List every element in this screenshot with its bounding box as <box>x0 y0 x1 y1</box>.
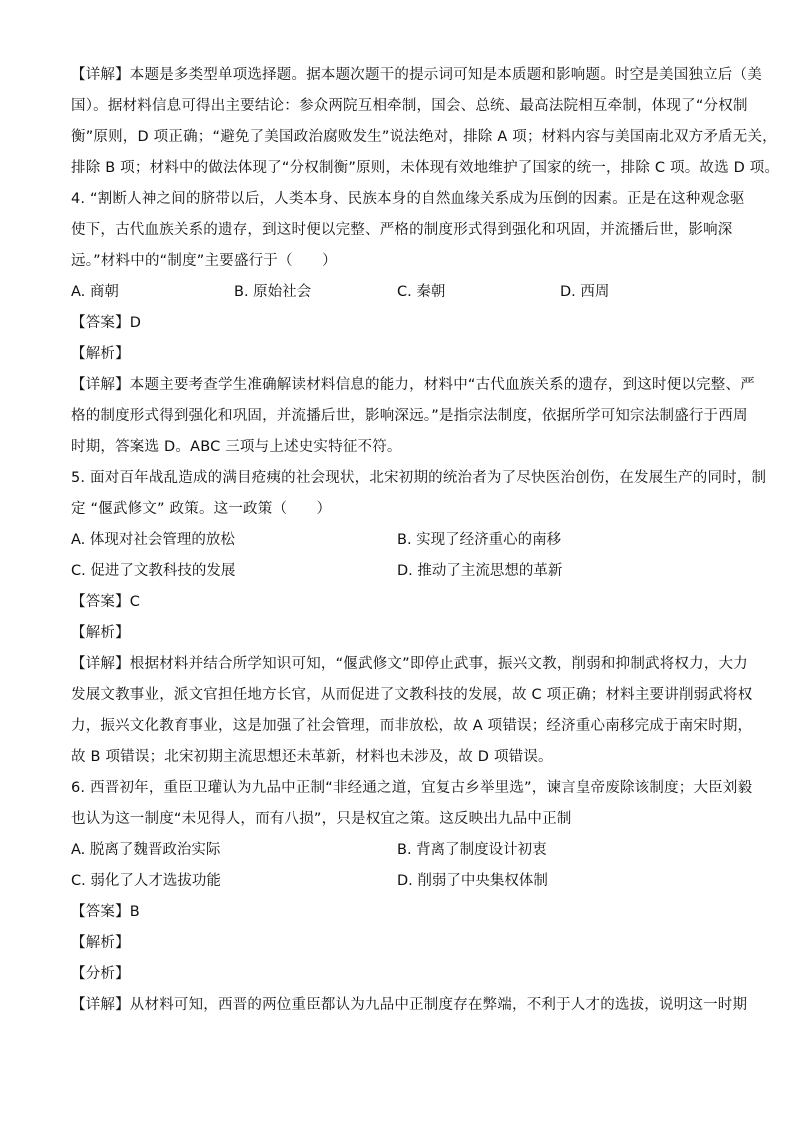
question-stem-line: 也认为这一制度“未见得人，而有八损”，只是权宜之策。这反映出九品中正制 <box>71 811 572 827</box>
option-b: B. 实现了经济重心的南移 <box>397 532 562 548</box>
fenxi-label: 【分析】 <box>71 966 130 982</box>
options-row <box>71 525 723 556</box>
question-stem-line: 远。”材料中的“制度”主要盛行于（ ） <box>71 253 337 269</box>
option-d: D. 推动了主流思想的革新 <box>397 563 563 579</box>
analysis-label: 【解析】 <box>71 625 130 641</box>
text-line: 力，振兴文化教育事业，这是加强了社会管理，而非放松，故 A 项错误；经济重心南移完成于南宋时期， <box>71 718 753 734</box>
q3-explanation <box>71 60 780 184</box>
analysis-label: 【解析】 <box>71 935 130 951</box>
answer-label: 【答案】D <box>71 315 142 331</box>
text-line: 发展文教事业，派文官担任地方长官，从而促进了文教科技的发展，故 C 项正确；材料主要讲削弱武将权 <box>71 687 753 703</box>
text-line: 国）。据材料信息可得出主要结论：参众两院互相牵制，国会、总统、最高法院相互牵制，体现了“分权制 <box>71 98 748 114</box>
text-line: 时期，答案选 D。ABC 三项与上述史实特征不符。 <box>71 439 402 455</box>
question-stem-line: 4. “割断人神之间的脐带以后，人类本身、民族本身的自然血缘关系成为压倒的因素。正是在这种观念驱 <box>71 191 745 207</box>
option-a: A. 商朝 <box>71 284 119 300</box>
question-stem-line: 5. 面对百年战乱造成的满目疮痍的社会现状，北宋初期的统治者为了尽快医治创伤，在发展生产的同时，制 <box>71 470 767 486</box>
question-stem-line: 使下，古代血族关系的遗存，到这时便以完整、严格的制度形式得到强化和巩固，并流播后世，影响深 <box>71 222 733 238</box>
document-page <box>71 60 780 1021</box>
question-5 <box>71 463 767 773</box>
text-line: 排除 B 项；材料中的做法体现了“分权制衡”原则，未体现有效地维护了国家的统一，排除 C 项。故选 D 项。 <box>71 160 780 176</box>
option-a: A. 体现对社会管理的放松 <box>71 532 235 548</box>
text-line: 【详解】本题主要考查学生准确解读材料信息的能力，材料中“古代血族关系的遗存，到这时便以完整、严 <box>71 377 755 393</box>
question-stem-line: 6. 西晋初年，重臣卫瓘认为九品中正制“非经通之道，宜复古乡举里选”，谏言皇帝废除该制度；大臣刘毅 <box>71 780 753 796</box>
question-stem-line: 定 “偃武修文” 政策。这一政策（ ） <box>71 501 332 517</box>
text-line: 【详解】从材料可知，西晋的两位重臣都认为九品中正制度存在弊端，不利于人才的选拔，说明这一时期 <box>71 997 748 1013</box>
options-row <box>71 556 723 587</box>
option-d: D. 西周 <box>560 284 610 300</box>
question-4 <box>71 184 755 463</box>
text-line: 【详解】本题是多类型单项选择题。据本题次题干的提示词可知是本质题和影响题。时空是美国独立后（美 <box>71 67 762 83</box>
options-row <box>71 866 723 897</box>
option-b: B. 背离了制度设计初衷 <box>397 842 547 858</box>
answer-label: 【答案】C <box>71 594 141 610</box>
text-line: 【详解】根据材料并结合所学知识可知，“偃武修文”即停止武事，振兴文教，削弱和抑制武将权力，大力 <box>71 656 748 672</box>
analysis-label: 【解析】 <box>71 346 130 362</box>
option-d: D. 削弱了中央集权体制 <box>397 873 548 889</box>
options-row <box>71 835 723 866</box>
option-c: C. 弱化了人才选拔功能 <box>71 873 221 889</box>
option-b: B. 原始社会 <box>234 284 312 300</box>
text-line: 衡”原则，D 项正确；“避免了美国政治腐败发生”说法绝对，排除 A 项；材料内容与美国南北双方矛盾无关， <box>71 129 777 145</box>
option-c: C. 促进了文教科技的发展 <box>71 563 236 579</box>
option-a: A. 脱离了魏晋政治实际 <box>71 842 221 858</box>
answer-label: 【答案】B <box>71 904 140 920</box>
options-row <box>71 277 723 308</box>
text-line: 故 B 项错误；北宋初期主流思想还未革新，材料也未涉及，故 D 项错误。 <box>71 749 553 765</box>
question-6 <box>71 773 753 1021</box>
option-c: C. 秦朝 <box>397 284 446 300</box>
text-line: 格的制度形式得到强化和巩固，并流播后世，影响深远。”是指宗法制度，依据所学可知宗法制盛行于西周 <box>71 408 748 424</box>
